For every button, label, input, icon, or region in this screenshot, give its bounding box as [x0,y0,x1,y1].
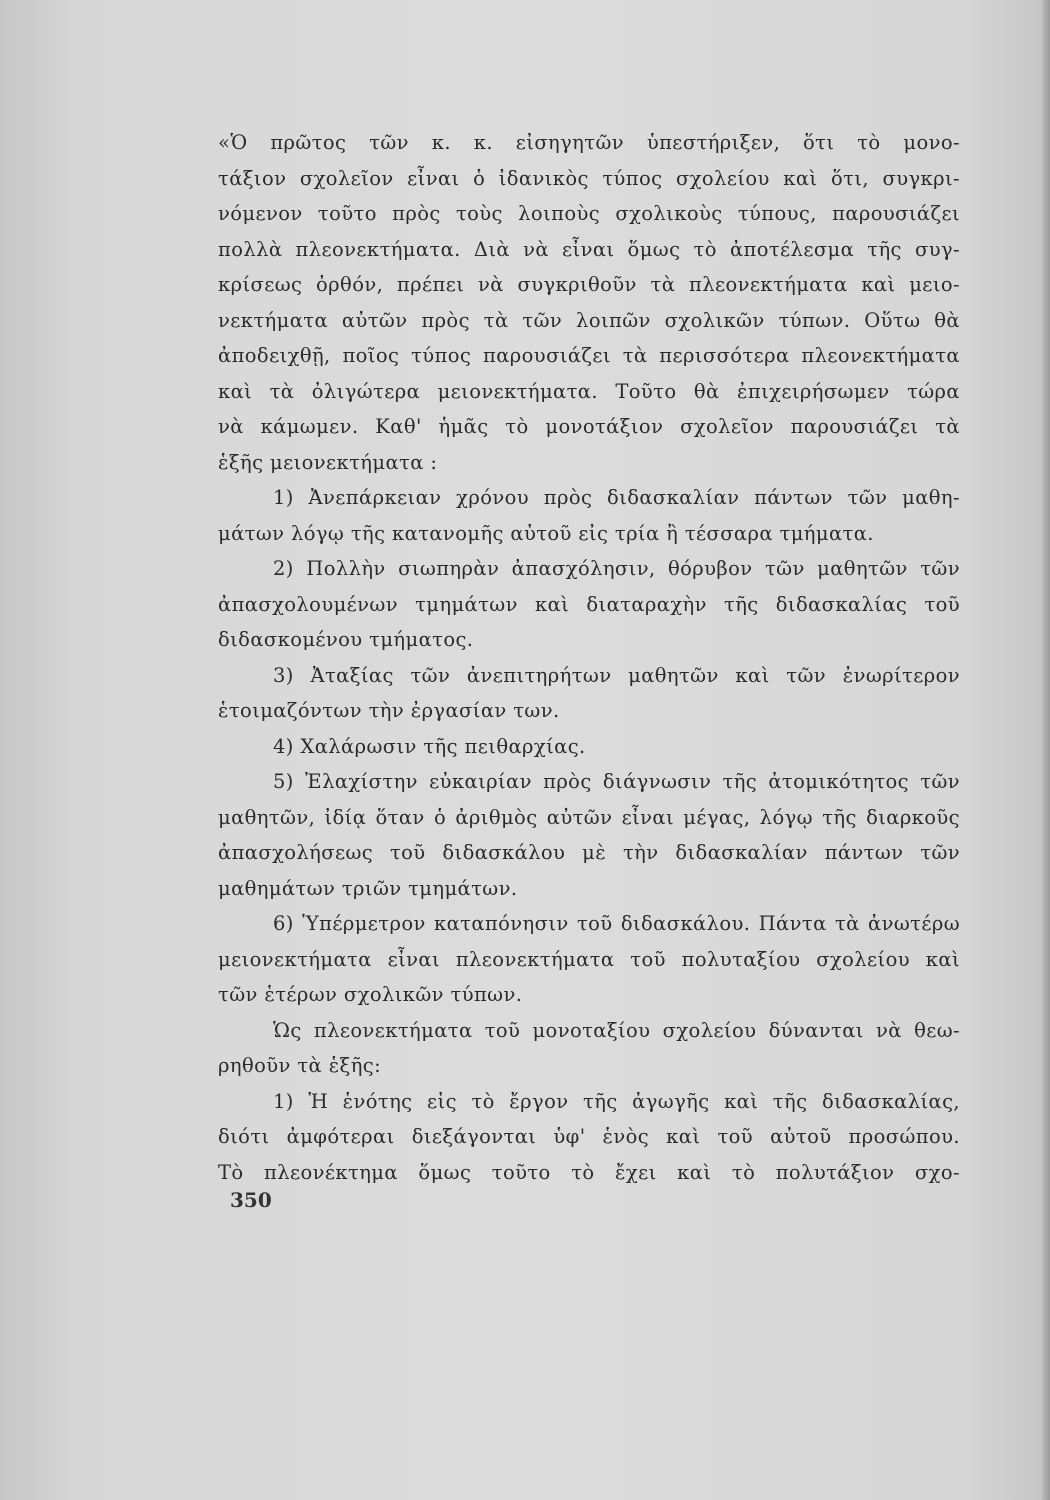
list-item-1: 1) Ἀνεπάρκειαν χρόνου πρὸς διδασκαλίαν πάντων τῶν μαθη- [273,486,960,509]
page-number: 350 [230,1188,272,1212]
text-line: πολλὰ πλεονεκτήματα. Διὰ νὰ εἶναι ὅμως τὸ ἀποτέλεσμα τῆς συγ- [218,237,960,261]
text-line: νεκτήματα αὐτῶν πρὸς τὰ τῶν λοιπῶν σχολικῶν τύπων. Οὕτω θὰ [218,308,960,332]
text-line: καὶ τὰ ὀλιγώτερα μειονεκτήματα. Τοῦτο θὰ ἐπιχειρήσωμεν τώρα [218,379,960,403]
text-line: τάξιον σχολεῖον εἶναι ὁ ἰδανικὸς τύπος σχολείου καὶ ὅτι, συγκρι- [218,166,960,190]
text-line: μαθημάτων τριῶν τμημάτων. [218,876,518,900]
text-line: ἀποδειχθῇ, ποῖος τύπος παρουσιάζει τὰ περισσότερα πλεονεκτήματα [218,344,960,367]
text-line: ἑξῆς μειονεκτήματα : [218,450,438,474]
text-line: νὰ κάμωμεν. Καθ' ἡμᾶς τὸ μονοτάξιον σχολεῖον παρουσιάζει τὰ [218,415,960,438]
page-text [218,125,960,1190]
list-item-4: 4) Χαλάρωσιν τῆς πειθαρχίας. [273,734,586,758]
text-line: διδασκομένου τμήματος. [218,628,474,651]
text-line: μαθητῶν, ἰδίᾳ ὅταν ὁ ἀριθμὸς αὐτῶν εἶναι μέγας, λόγῳ τῆς διαρκοῦς [218,805,960,829]
text-line: ἀπασχολήσεως τοῦ διδασκάλου μὲ τὴν διδασκαλίαν πάντων τῶν [218,841,960,864]
page-edge-shadow [1042,0,1050,1500]
list-item-3: 3) Ἀταξίας τῶν ἀνεπιτηρήτων μαθητῶν καὶ τῶν ἐνωρίτερον [273,663,960,687]
text-line: διότι ἀμφότεραι διεξάγονται ὑφ' ἑνὸς καὶ τοῦ αὐτοῦ προσώπου. [218,1125,960,1148]
advantage-item-1: 1) Ἡ ἑνότης εἰς τὸ ἔργον τῆς ἀγωγῆς καὶ τῆς διδασκαλίας, [273,1089,960,1113]
text-line: ἀπασχολουμένων τμημάτων καὶ διαταραχὴν τῆς διδασκαλίας τοῦ [218,592,960,616]
text-line: τῶν ἑτέρων σχολικῶν τύπων. [218,983,523,1006]
text-line: ἑτοιμαζόντων τὴν ἐργασίαν των. [218,699,560,722]
text-line: ρηθοῦν τὰ ἑξῆς: [218,1054,382,1077]
text-line: νόμενον τοῦτο πρὸς τοὺς λοιποὺς σχολικοὺς τύπους, παρουσιάζει [218,202,960,225]
text-line: κρίσεως ὀρθόν, πρέπει νὰ συγκριθοῦν τὰ πλεονεκτήματα καὶ μειο- [218,273,960,296]
text-line: μειονεκτήματα εἶναι πλεονεκτήματα τοῦ πολυταξίου σχολείου καὶ [218,947,960,971]
paragraph-advantages: Ὡς πλεονεκτήματα τοῦ μονοταξίου σχολείου δύνανται νὰ θεω- [273,1018,960,1042]
text-line: «Ὁ πρῶτος τῶν κ. κ. εἰσηγητῶν ὑπεστήριξεν, ὅτι τὸ μονο- [218,131,960,154]
text-line: Τὸ πλεονέκτημα ὅμως τοῦτο τὸ ἔχει καὶ τὸ πολυτάξιον σχο- [218,1160,960,1184]
list-item-5: 5) Ἐλαχίστην εὐκαιρίαν πρὸς διάγνωσιν τῆς ἀτομικότητος τῶν [273,770,960,793]
list-item-2: 2) Πολλὴν σιωπηρὰν ἀπασχόλησιν, θόρυβον τῶν μαθητῶν τῶν [273,557,960,580]
text-line: μάτων λόγῳ τῆς κατανομῆς αὐτοῦ εἰς τρία ἢ τέσσαρα τμήματα. [218,521,874,545]
list-item-6: 6) Ὑπέρμετρον καταπόνησιν τοῦ διδασκάλου. Πάντα τὰ ἀνωτέρω [273,912,960,935]
